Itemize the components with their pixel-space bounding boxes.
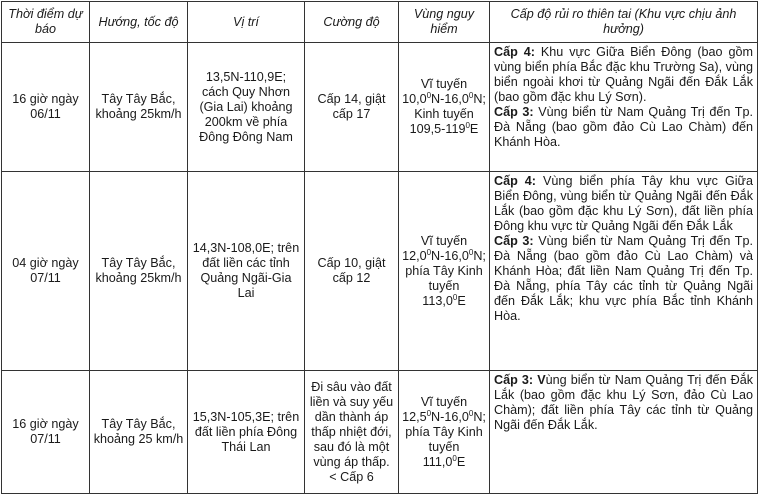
forecast-table <box>1 1 758 494</box>
risk-level: Cấp 4: <box>494 45 535 59</box>
header-position: Vị trí <box>188 2 305 43</box>
header-intensity: Cường độ <box>305 2 399 43</box>
lon-end: E <box>469 122 479 136</box>
header-time: Thời điểm dự báo <box>2 2 90 43</box>
lat-from: 12,0 <box>402 248 427 263</box>
risk-line <box>494 105 753 150</box>
degree-mark: 0 <box>426 408 432 418</box>
cell-direction: Tây Tây Bắc, khoảng 25 km/h <box>90 371 188 494</box>
cell-danger-zone <box>399 371 490 494</box>
header-risk: Cấp độ rủi ro thiên tai (Khu vực chịu ảnh hưởng) <box>490 2 758 43</box>
table-row <box>2 172 758 371</box>
lat-from: 10,0 <box>402 92 427 106</box>
degree-mark: 0 <box>468 247 474 257</box>
lat-from: 12,5 <box>402 409 427 424</box>
cell-direction: Tây Tây Bắc, khoảng 25km/h <box>90 172 188 371</box>
degree-mark: 0 <box>426 90 432 100</box>
risk-text: Vùng biển từ Nam Quảng Trị đến Tp. Đà Nẵng (bao gồm đảo Cù Lao Chàm) đến Khánh Hòa. <box>494 105 753 149</box>
table-row <box>2 43 758 172</box>
cell-position: 13,5N-110,9E; cách Quy Nhơn (Gia Lai) khoảng 200km về phía Đông Đông Nam <box>188 43 305 172</box>
cell-risk <box>490 371 758 494</box>
risk-level: Cấp 4: <box>494 174 537 188</box>
cell-intensity: Cấp 14, giật cấp 17 <box>305 43 399 172</box>
degree-mark: 0 <box>465 120 470 130</box>
cell-danger-zone <box>399 43 490 172</box>
degree-mark: 0 <box>468 90 474 100</box>
degree-mark: 0 <box>452 292 458 302</box>
cell-intensity: Đi sâu vào đất liền và suy yếu dần thành áp thấp nhiệt đới, sau đó là một vùng áp thấp. < Cấp 6 <box>305 371 399 494</box>
cell-time: 16 giờ ngày 07/11 <box>2 371 90 494</box>
risk-level: Cấp 3: <box>494 234 534 248</box>
header-direction: Hướng, tốc độ <box>90 2 188 43</box>
risk-line <box>494 45 753 105</box>
lon-label: phía Tây Kinh tuyến <box>405 263 483 293</box>
cell-risk <box>490 43 758 172</box>
risk-text: Khu vực Giữa Biển Đông (bao gồm vùng biển phía Bắc đặc khu Trường Sa), vùng biển ngoài khơi từ Quảng Ngãi đến Đắk Lắk (bao gồm đặc khu Lý Sơn). <box>494 45 753 104</box>
risk-level: Cấp 3: <box>494 105 534 119</box>
risk-text: Vùng biển từ Nam Quảng Trị đến Tp. Đà Nẵng (bao gồm đảo Cù Lao Chàm) và Khánh Hòa; đất liền Nam Quảng Trị đến Tp. Đà Nẵng, phía Tây các tỉnh từ Quảng Ngãi đến Đắk Lắk; khu vực phía Bắc tỉnh Khánh Hòa. <box>494 234 753 323</box>
cell-position: 14,3N-108,0E; trên đất liền các tỉnh Quảng Ngãi-Gia Lai <box>188 172 305 371</box>
risk-line <box>494 373 753 433</box>
lon-from: 113,0 <box>422 293 453 308</box>
degree-mark: 0 <box>468 408 474 418</box>
lat-label: Vĩ tuyến <box>420 394 468 409</box>
lon-end: E <box>456 454 466 469</box>
lat-mid: N-16,0 <box>431 92 469 106</box>
cell-risk <box>490 172 758 371</box>
cell-time: 04 giờ ngày 07/11 <box>2 172 90 371</box>
cell-intensity: Cấp 10, giật cấp 12 <box>305 172 399 371</box>
lon-label: phía Tây Kinh tuyến <box>405 424 483 454</box>
cell-direction: Tây Tây Bắc, khoảng 25km/h <box>90 43 188 172</box>
table-row <box>2 371 758 494</box>
lat-label: Vĩ tuyến <box>420 233 468 248</box>
lat-label: Vĩ tuyến <box>420 77 468 91</box>
cell-danger-zone <box>399 172 490 371</box>
risk-line <box>494 234 753 324</box>
lon-end: E <box>457 293 466 308</box>
risk-line <box>494 174 753 234</box>
degree-mark: 0 <box>452 453 457 463</box>
cell-position: 15,3N-105,3E; trên đất liền phía Đông Thái Lan <box>188 371 305 494</box>
lat-mid: N-16,0 <box>431 248 469 263</box>
lat-end: N; <box>473 409 486 424</box>
risk-text: Vùng biển phía Tây khu vực Giữa Biển Đông, vùng biển từ Quảng Ngãi đến Đắk Lắk (bao gồm đặc khu Lý Sơn), đất liền phía Đông khu vực từ Quảng Ngãi đến Đắk Lắk <box>494 174 753 233</box>
lon-from: 111,0 <box>422 454 453 469</box>
lat-mid: N-16,0 <box>431 409 469 424</box>
lat-end: N; <box>473 92 486 106</box>
risk-level: Cấp 3: V <box>494 373 546 387</box>
header-row <box>2 2 758 43</box>
cell-time: 16 giờ ngày 06/11 <box>2 43 90 172</box>
lon-label: Kinh tuyến <box>414 107 474 121</box>
lon-from: 109,5-119 <box>409 122 466 136</box>
risk-text: ùng biển từ Nam Quảng Trị đến Đắk Lắk (bao gồm đặc khu Lý Sơn, đảo Cù Lao Chàm); đất liền phía Tây các tỉnh từ Quảng Ngãi đến Đắk Lắk. <box>494 373 753 432</box>
degree-mark: 0 <box>426 247 432 257</box>
lat-end: N; <box>473 248 486 263</box>
header-danger-zone: Vùng nguy hiểm <box>399 2 490 43</box>
